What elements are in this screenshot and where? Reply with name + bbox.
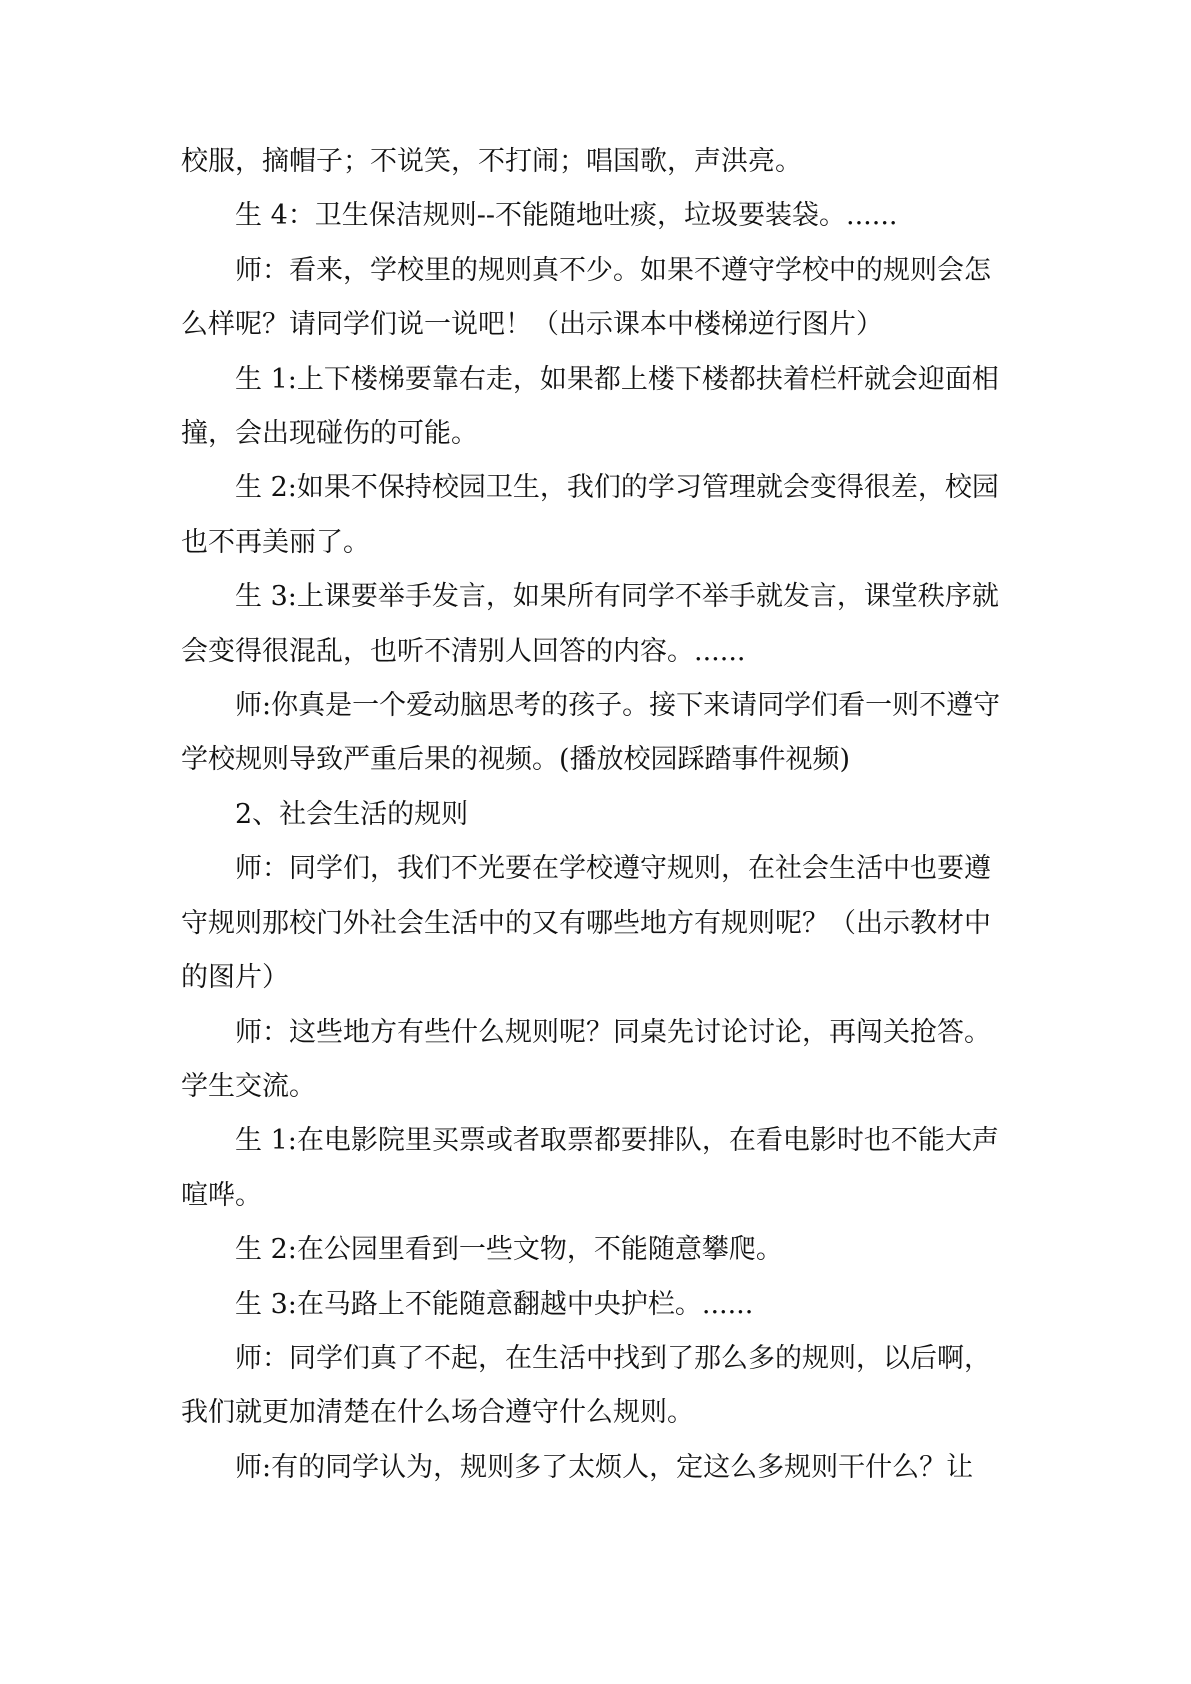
paragraph: 生 2:如果不保持校园卫生，我们的学习管理就会变得很差，校园也不再美丽了。: [181, 472, 999, 558]
paragraph: 师:有的同学认为，规则多了太烦人，定这么多规则干什么？让: [235, 1451, 974, 1483]
paragraph: 生 1:在电影院里买票或者取票都要排队，在看电影时也不能大声喧哗。: [181, 1125, 999, 1211]
paragraph: 师：同学们真了不起，在生活中找到了那么多的规则，以后啊，我们就更加清楚在什么场合遵守什么规则。: [181, 1342, 991, 1429]
paragraph: 校服，摘帽子；不说笑，不打闹；唱国歌，声洪亮。: [181, 146, 802, 177]
paragraph: 师:你真是一个爱动脑思考的孩子。接下来请同学们看一则不遵守学校规则导致严重后果的视频。(播放校园踩踏事件视频): [181, 690, 1001, 776]
paragraph: 师：看来，学校里的规则真不少。如果不遵守学校中的规则会怎么样呢？请同学们说一说吧！（出示课本中楼梯逆行图片）: [181, 254, 991, 341]
paragraph: 生 3:上课要举手发言，如果所有同学不举手就发言，课堂秩序就会变得很混乱，也听不清别人回答的内容。......: [181, 581, 999, 667]
paragraph: 师：这些地方有些什么规则呢？同桌先讨论讨论，再闯关抢答。学生交流。: [181, 1016, 991, 1102]
paragraph: 生 1:上下楼梯要靠右走，如果都上楼下楼都扶着栏杆就会迎面相撞，会出现碰伤的可能。: [181, 363, 999, 450]
paragraph: 师：同学们，我们不光要在学校遵守规则，在社会生活中也要遵守规则那校门外社会生活中的又有哪些地方有规则呢？（出示教材中的图片）: [181, 853, 991, 994]
paragraph: 生 3:在马路上不能随意翻越中央护栏。......: [235, 1288, 754, 1320]
section-heading: 2、社会生活的规则: [235, 798, 469, 830]
document-body: [181, 135, 1011, 1495]
paragraph: 生 4：卫生保洁规则--不能随地吐痰，垃圾要装袋。......: [235, 200, 898, 232]
paragraph: 生 2:在公园里看到一些文物，不能随意攀爬。: [235, 1234, 783, 1266]
